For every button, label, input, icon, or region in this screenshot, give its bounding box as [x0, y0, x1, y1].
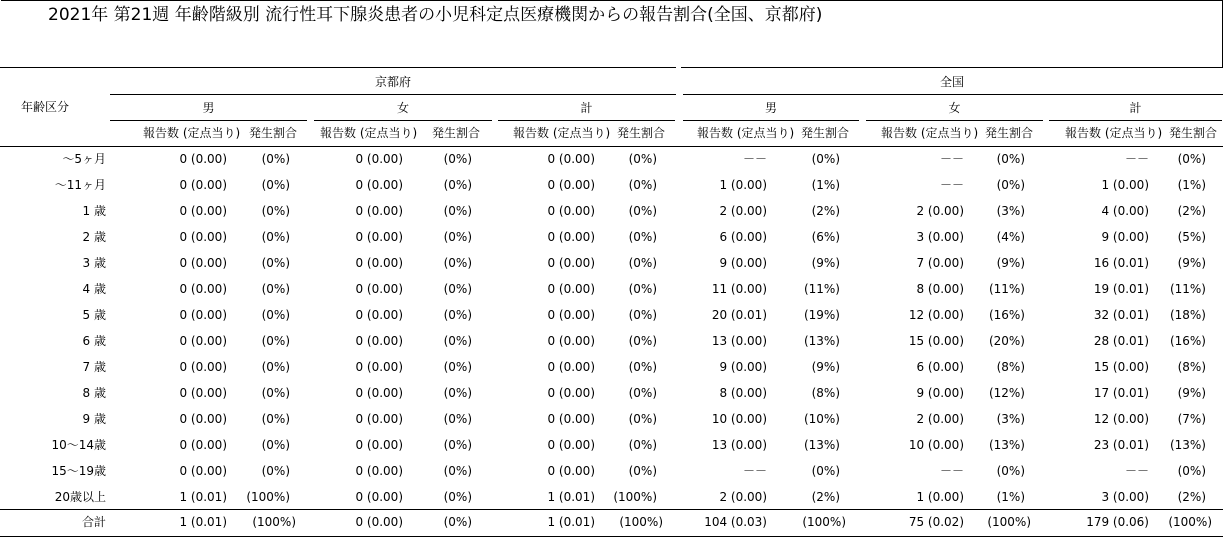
report-count-cell: 0 (0.00): [355, 204, 403, 218]
report-count-cell: 0 (0.00): [547, 178, 595, 192]
total-count-cell: 1 (0.01): [547, 515, 595, 529]
report-count-cell: 28 (0.01): [1093, 334, 1149, 348]
report-count-cell: 0 (0.00): [179, 282, 227, 296]
report-count-cell: －－: [742, 464, 767, 478]
ratio-cell: (0%): [628, 230, 657, 244]
report-count-cell: 0 (0.00): [547, 412, 595, 426]
report-count-cell: －－: [939, 152, 964, 166]
report-count-cell: 1 (0.01): [179, 490, 227, 504]
total-ratio-cell: (0%): [443, 515, 472, 529]
ratio-cell: (100%): [246, 490, 290, 504]
report-count-cell: 0 (0.00): [355, 178, 403, 192]
ratio-cell: (7%): [1177, 412, 1206, 426]
age-label: 20歳以上: [54, 490, 106, 504]
ratio-cell: (0%): [261, 438, 290, 452]
ratio-cell: (0%): [261, 360, 290, 374]
report-count-cell: 0 (0.00): [355, 464, 403, 478]
age-label: 4 歳: [82, 282, 106, 296]
age-label: 9 歳: [82, 412, 106, 426]
header-bottom-rule: [0, 146, 1223, 147]
sex-header-2: 計: [580, 101, 593, 115]
ratio-cell: (13%): [1169, 438, 1206, 452]
ratio-cell: (8%): [1177, 360, 1206, 374]
ratio-cell: (11%): [988, 282, 1025, 296]
ratio-cell: (3%): [996, 412, 1025, 426]
ratio-cell: (0%): [443, 308, 472, 322]
ratio-cell: (1%): [996, 490, 1025, 504]
ratio-cell: (0%): [261, 256, 290, 270]
report-count-cell: 11 (0.00): [711, 282, 767, 296]
report-count-cell: 0 (0.00): [355, 360, 403, 374]
report-title: 2021年 第21週 年齢階級別 流行性耳下腺炎患者の小児科定点医療機関からの報告割合(全国、京都府): [48, 5, 823, 25]
ratio-cell: (0%): [443, 256, 472, 270]
ratio-cell: (2%): [811, 490, 840, 504]
age-label: 1 歳: [82, 204, 106, 218]
report-count-cell: 8 (0.00): [916, 282, 964, 296]
ratio-cell: (1%): [811, 178, 840, 192]
ratio-cell: (0%): [443, 178, 472, 192]
region-rule-kyoto: [110, 94, 676, 95]
sex-rule-0: [110, 120, 307, 121]
report-count-cell: 0 (0.00): [547, 360, 595, 374]
ratio-subheader-5: 発生割合: [1169, 126, 1218, 140]
count-subheader-0: 報告数 (定点当り): [143, 126, 241, 140]
report-count-cell: 0 (0.00): [355, 152, 403, 166]
report-count-cell: －－: [1124, 464, 1149, 478]
report-count-cell: 0 (0.00): [355, 386, 403, 400]
report-count-cell: 1 (0.01): [547, 490, 595, 504]
ratio-cell: (0%): [443, 360, 472, 374]
report-count-cell: 0 (0.00): [547, 282, 595, 296]
ratio-cell: (100%): [613, 490, 657, 504]
report-count-cell: 15 (0.00): [908, 334, 964, 348]
report-count-cell: 0 (0.00): [179, 360, 227, 374]
ratio-cell: (13%): [803, 334, 840, 348]
ratio-cell: (0%): [628, 178, 657, 192]
ratio-cell: (0%): [261, 152, 290, 166]
ratio-cell: (0%): [443, 412, 472, 426]
ratio-subheader-0: 発生割合: [249, 126, 298, 140]
total-count-cell: 0 (0.00): [355, 515, 403, 529]
count-subheader-1: 報告数 (定点当り): [320, 126, 418, 140]
total-top-rule: [0, 509, 1223, 510]
ratio-cell: (0%): [628, 256, 657, 270]
age-label: 3 歳: [82, 256, 106, 270]
ratio-cell: (0%): [261, 308, 290, 322]
report-count-cell: 17 (0.01): [1093, 386, 1149, 400]
total-count-cell: 179 (0.06): [1086, 515, 1149, 529]
report-count-cell: 0 (0.00): [179, 178, 227, 192]
ratio-subheader-1: 発生割合: [432, 126, 481, 140]
report-count-cell: －－: [939, 464, 964, 478]
report-count-cell: －－: [1124, 152, 1149, 166]
ratio-cell: (0%): [628, 464, 657, 478]
ratio-cell: (0%): [811, 464, 840, 478]
report-count-cell: 9 (0.00): [719, 256, 767, 270]
ratio-cell: (8%): [811, 386, 840, 400]
ratio-cell: (0%): [443, 282, 472, 296]
report-count-cell: 6 (0.00): [916, 360, 964, 374]
ratio-cell: (0%): [261, 204, 290, 218]
report-count-cell: 1 (0.00): [1101, 178, 1149, 192]
report-count-cell: 12 (0.00): [1093, 412, 1149, 426]
ratio-cell: (11%): [1169, 282, 1206, 296]
report-count-cell: 9 (0.00): [916, 386, 964, 400]
ratio-cell: (0%): [628, 308, 657, 322]
report-count-cell: 0 (0.00): [355, 490, 403, 504]
report-count-cell: 7 (0.00): [916, 256, 964, 270]
report-count-cell: －－: [939, 178, 964, 192]
age-label: 8 歳: [82, 386, 106, 400]
ratio-cell: (2%): [811, 204, 840, 218]
ratio-cell: (20%): [988, 334, 1025, 348]
total-count-cell: 1 (0.01): [179, 515, 227, 529]
report-count-cell: 0 (0.00): [179, 230, 227, 244]
ratio-cell: (0%): [261, 464, 290, 478]
report-count-cell: 0 (0.00): [179, 334, 227, 348]
report-count-cell: 6 (0.00): [719, 230, 767, 244]
report-count-cell: 0 (0.00): [547, 256, 595, 270]
sex-header-0: 男: [202, 101, 215, 115]
ratio-cell: (0%): [261, 334, 290, 348]
sex-header-4: 女: [948, 101, 961, 115]
count-subheader-3: 報告数 (定点当り): [697, 126, 795, 140]
ratio-cell: (0%): [443, 152, 472, 166]
count-subheader-5: 報告数 (定点当り): [1065, 126, 1163, 140]
report-count-cell: 10 (0.00): [908, 438, 964, 452]
ratio-cell: (0%): [261, 230, 290, 244]
report-count-cell: 10 (0.00): [711, 412, 767, 426]
sex-rule-1: [314, 120, 492, 121]
report-count-cell: 0 (0.00): [179, 152, 227, 166]
ratio-cell: (9%): [996, 256, 1025, 270]
ratio-cell: (19%): [803, 308, 840, 322]
report-count-cell: 0 (0.00): [179, 438, 227, 452]
report-count-cell: 9 (0.00): [719, 360, 767, 374]
frame-right-border: [1222, 0, 1223, 68]
report-count-cell: 0 (0.00): [179, 204, 227, 218]
report-count-cell: 3 (0.00): [916, 230, 964, 244]
report-count-cell: 23 (0.01): [1093, 438, 1149, 452]
ratio-cell: (0%): [811, 152, 840, 166]
age-label: 〜5ヶ月: [62, 152, 106, 166]
ratio-cell: (0%): [628, 386, 657, 400]
report-count-cell: 0 (0.00): [179, 412, 227, 426]
age-label: 2 歳: [82, 230, 106, 244]
ratio-cell: (0%): [628, 412, 657, 426]
ratio-cell: (4%): [996, 230, 1025, 244]
ratio-cell: (2%): [1177, 490, 1206, 504]
report-count-cell: －－: [742, 152, 767, 166]
ratio-cell: (16%): [1169, 334, 1206, 348]
report-count-cell: 0 (0.00): [355, 282, 403, 296]
ratio-cell: (0%): [261, 178, 290, 192]
total-count-cell: 75 (0.02): [908, 515, 964, 529]
ratio-cell: (0%): [628, 334, 657, 348]
ratio-cell: (6%): [811, 230, 840, 244]
ratio-cell: (0%): [996, 178, 1025, 192]
ratio-cell: (9%): [811, 256, 840, 270]
sex-header-3: 男: [764, 101, 778, 115]
ratio-subheader-3: 発生割合: [801, 126, 850, 140]
frame-top-border: [1, 0, 1223, 1]
ratio-cell: (0%): [261, 386, 290, 400]
total-count-cell: 104 (0.03): [704, 515, 767, 529]
region-header-zenkoku: 全国: [939, 75, 965, 89]
sex-rule-5: [1049, 120, 1222, 121]
header-top-rule-kyoto: [0, 67, 676, 68]
ratio-cell: (0%): [261, 282, 290, 296]
report-count-cell: 0 (0.00): [547, 386, 595, 400]
ratio-cell: (0%): [996, 152, 1025, 166]
report-count-cell: 0 (0.00): [547, 308, 595, 322]
header-top-rule-zenkoku: [681, 67, 1223, 68]
region-rule-zenkoku: [683, 94, 1223, 95]
ratio-cell: (5%): [1177, 230, 1206, 244]
total-label: 合計: [81, 515, 106, 529]
ratio-subheader-4: 発生割合: [985, 126, 1034, 140]
ratio-cell: (3%): [996, 204, 1025, 218]
report-count-cell: 4 (0.00): [1101, 204, 1149, 218]
report-count-cell: 2 (0.00): [916, 412, 964, 426]
report-count-cell: 1 (0.00): [719, 178, 767, 192]
sex-header-5: 計: [1129, 101, 1142, 115]
report-count-cell: 0 (0.00): [547, 464, 595, 478]
ratio-cell: (16%): [988, 308, 1025, 322]
report-count-cell: 32 (0.01): [1093, 308, 1149, 322]
report-count-cell: 2 (0.00): [719, 490, 767, 504]
report-count-cell: 3 (0.00): [1101, 490, 1149, 504]
total-ratio-cell: (100%): [619, 515, 663, 529]
ratio-cell: (8%): [996, 360, 1025, 374]
ratio-cell: (18%): [1169, 308, 1206, 322]
report-count-cell: 20 (0.01): [711, 308, 767, 322]
ratio-cell: (0%): [443, 438, 472, 452]
total-ratio-cell: (100%): [1168, 515, 1212, 529]
ratio-cell: (0%): [443, 490, 472, 504]
ratio-cell: (0%): [996, 464, 1025, 478]
ratio-cell: (11%): [803, 282, 840, 296]
ratio-cell: (9%): [1177, 256, 1206, 270]
age-label: 5 歳: [82, 308, 106, 322]
report-count-cell: 2 (0.00): [719, 204, 767, 218]
report-count-cell: 1 (0.00): [916, 490, 964, 504]
ratio-cell: (13%): [803, 438, 840, 452]
ratio-cell: (0%): [443, 230, 472, 244]
ratio-cell: (10%): [803, 412, 840, 426]
report-count-cell: 0 (0.00): [355, 334, 403, 348]
region-header-kyoto: 京都府: [374, 75, 412, 89]
age-label: 〜11ヶ月: [54, 178, 106, 192]
report-count-cell: 0 (0.00): [179, 308, 227, 322]
ratio-cell: (2%): [1177, 204, 1206, 218]
ratio-cell: (1%): [1177, 178, 1206, 192]
sex-rule-4: [866, 120, 1043, 121]
ratio-cell: (0%): [443, 386, 472, 400]
report-count-cell: 8 (0.00): [719, 386, 767, 400]
ratio-cell: (0%): [628, 438, 657, 452]
report-count-cell: 13 (0.00): [711, 438, 767, 452]
sex-header-1: 女: [396, 101, 410, 115]
ratio-cell: (0%): [443, 464, 472, 478]
ratio-cell: (12%): [988, 386, 1025, 400]
report-count-cell: 0 (0.00): [547, 438, 595, 452]
age-label: 6 歳: [82, 334, 106, 348]
ratio-subheader-2: 発生割合: [617, 126, 666, 140]
ratio-cell: (13%): [988, 438, 1025, 452]
report-count-cell: 0 (0.00): [179, 256, 227, 270]
report-count-cell: 0 (0.00): [179, 464, 227, 478]
ratio-cell: (0%): [261, 412, 290, 426]
ratio-cell: (0%): [443, 334, 472, 348]
total-ratio-cell: (100%): [252, 515, 296, 529]
ratio-cell: (0%): [1177, 152, 1206, 166]
ratio-cell: (0%): [1177, 464, 1206, 478]
report-count-cell: 0 (0.00): [547, 334, 595, 348]
report-count-cell: 13 (0.00): [711, 334, 767, 348]
report-count-cell: 16 (0.01): [1093, 256, 1149, 270]
report-count-cell: 12 (0.00): [908, 308, 964, 322]
ratio-cell: (0%): [443, 204, 472, 218]
report-count-cell: 0 (0.00): [355, 308, 403, 322]
report-count-cell: 9 (0.00): [1101, 230, 1149, 244]
report-count-cell: 0 (0.00): [547, 230, 595, 244]
age-label: 7 歳: [82, 360, 106, 374]
report-count-cell: 0 (0.00): [547, 204, 595, 218]
ratio-cell: (0%): [628, 282, 657, 296]
ratio-cell: (9%): [811, 360, 840, 374]
ratio-cell: (0%): [628, 204, 657, 218]
count-subheader-2: 報告数 (定点当り): [513, 126, 611, 140]
ratio-cell: (9%): [1177, 386, 1206, 400]
report-count-cell: 0 (0.00): [355, 438, 403, 452]
total-ratio-cell: (100%): [802, 515, 846, 529]
age-column-header: 年齢区分: [20, 100, 70, 114]
report-count-cell: 0 (0.00): [355, 412, 403, 426]
sex-rule-3: [683, 120, 859, 121]
ratio-cell: (0%): [628, 152, 657, 166]
report-count-cell: 0 (0.00): [179, 386, 227, 400]
total-ratio-cell: (100%): [987, 515, 1031, 529]
report-count-cell: 0 (0.00): [547, 152, 595, 166]
report-count-cell: 2 (0.00): [916, 204, 964, 218]
count-subheader-4: 報告数 (定点当り): [881, 126, 979, 140]
ratio-cell: (0%): [628, 360, 657, 374]
age-label: 10〜14歳: [51, 438, 106, 452]
age-label: 15〜19歳: [51, 464, 106, 478]
report-count-cell: 0 (0.00): [355, 256, 403, 270]
sex-rule-2: [498, 120, 675, 121]
report-count-cell: 19 (0.01): [1093, 282, 1149, 296]
report-count-cell: 0 (0.00): [355, 230, 403, 244]
report-count-cell: 15 (0.00): [1093, 360, 1149, 374]
